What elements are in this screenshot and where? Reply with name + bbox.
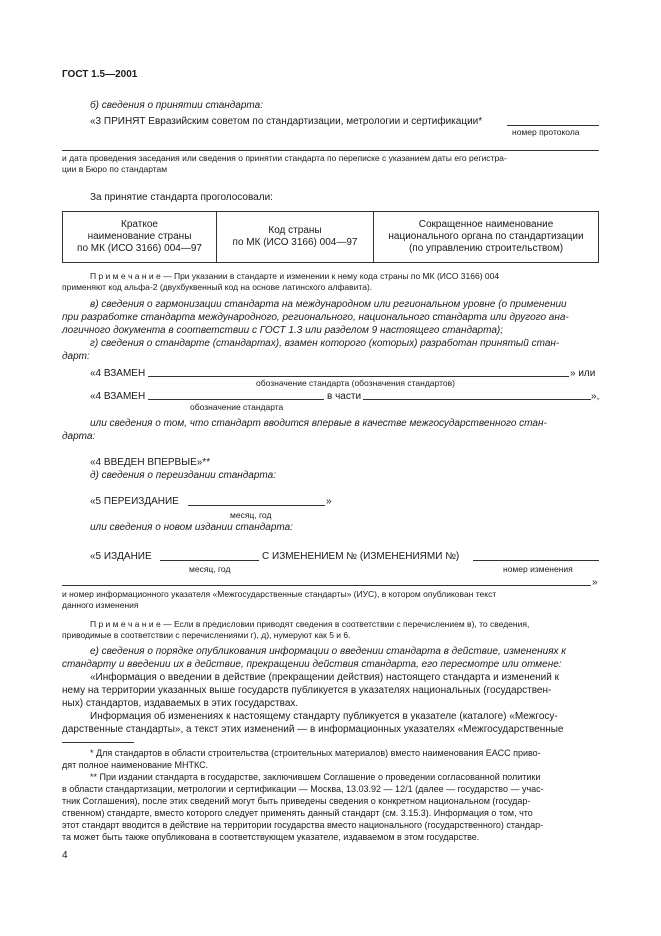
table-cell-national-body <box>374 212 599 263</box>
table-cell-country-code <box>217 212 374 263</box>
ius-line-1: и номер информационного указателя «Межгосударственные стандарты» (ИУС), в котором опубликован текст <box>62 589 497 599</box>
section-e-para-2-line-1: Информация об изменениях к настоящему стандарту публикуется в указателе (каталоге) «Межгосу- <box>90 711 558 722</box>
footnote-separator <box>62 742 134 743</box>
table-cell-line: наименование страны <box>87 231 192 242</box>
edition-month-caption: месяц, год <box>189 564 231 574</box>
edition-change-blank <box>473 560 599 561</box>
section-v-line-3: логичного документа в соответствии с ГОСТ 1.3 или разделом 9 настоящего стандарта); <box>62 325 504 336</box>
note-2-label: П р и м е ч а н и е <box>90 619 161 629</box>
section-e-line-1: е) сведения о порядке опубликования информации о введении стандарта в действие, изменениях к <box>90 646 567 657</box>
table-cell-line: (по управлению строительством) <box>408 243 564 254</box>
replace-1-end: » или <box>570 368 596 379</box>
section-g-line-2: дарт: <box>62 351 90 362</box>
first-time-statement: «4 ВВЕДЕН ВПЕРВЫЕ»** <box>90 457 211 468</box>
edition-date-blank <box>160 560 259 561</box>
section-g-line-1: г) сведения о стандарте (стандартах), взамен которого (которых) разработан принятый стан- <box>90 338 560 349</box>
note-2-text: — Если в предисловии приводят сведения в соответствии с перечислением в), то сведения, <box>160 619 530 629</box>
replace-2-caption: обозначение стандарта <box>190 402 284 412</box>
table-cell-country-name <box>63 212 217 263</box>
section-b-heading: б) сведения о принятии стандарта: <box>90 100 263 111</box>
table-cell-line: по МК (ИСО 3166) 004—97 <box>232 237 358 248</box>
replace-2-part-blank <box>363 399 591 400</box>
reissue-label: «5 ПЕРЕИЗДАНИЕ <box>90 496 179 507</box>
section-e-line-2: стандарту и введении их в действие, прекращении действия стандарта, его пересмотре или отмене: <box>62 659 562 670</box>
section-e-para-1-line-1: «Информация о введении в действие (прекращении действия) настоящего стандарта и изменений к <box>90 672 559 683</box>
registration-text-1: и дата проведения заседания или сведения о принятии стандарта по переписке с указанием даты его регистра- <box>62 153 507 163</box>
reissue-end: » <box>326 496 332 507</box>
section-e-para-1-line-3: ных) стандартов, издаваемых в этих государствах. <box>62 698 299 709</box>
table-cell-line: национального органа по стандартизации <box>388 231 584 242</box>
footnote-2-line-2: в области стандартизации, метрологии и сертификации — Москва, 13.03.92 — 12/1 (далее — государство — учас- <box>62 784 544 794</box>
table-cell-line: по МК (ИСО 3166) 004—97 <box>77 243 202 254</box>
ius-line-2: данного изменения <box>62 600 139 610</box>
first-time-line-1: или сведения о том, что стандарт вводится впервые в качестве межгосударственного стан- <box>90 418 547 429</box>
footnote-2-line-4: ственном) стандарте, вместо которого следует применять данный стандарт (см. 3.15.3). Информация о том, что <box>62 808 533 818</box>
voted-heading: За принятие стандарта проголосовали: <box>90 192 273 203</box>
page-number: 4 <box>62 850 68 861</box>
replace-2-blank <box>148 399 324 400</box>
section-e-para-2-line-2: дарственные стандарты», а текст этих изменений — в информационных указателях «Межгосударственные <box>62 724 564 735</box>
note-1-line-1 <box>90 271 499 282</box>
footnote-1-line-1: * Для стандартов в области строительства (строительных материалов) вместо наименования ЕАСС приво- <box>90 748 541 758</box>
doc-title: ГОСТ 1.5—2001 <box>62 69 138 80</box>
note-2-line-1 <box>90 619 529 630</box>
edition-with-change: С ИЗМЕНЕНИЕМ № (ИЗМЕНЕНИЯМИ №) <box>262 551 460 562</box>
registration-text-2: ции в Бюро по стандартам <box>62 164 168 174</box>
replace-1-caption: обозначение стандарта (обозначения стандартов) <box>256 378 455 388</box>
footnote-2-line-1: ** При издании стандарта в государстве, заключившем Соглашение о проведении согласованной политики <box>90 772 541 782</box>
replace-2-in-part: в части <box>327 391 362 402</box>
section-v-line-1: в) сведения о гармонизации стандарта на международном или региональном уровне (о применении <box>90 299 567 310</box>
edition-change-caption: номер изменения <box>503 564 573 574</box>
note-1-text: — При указании в стандарте и изменении к нему кода страны по МК (ИСО 3166) 004 <box>160 271 500 281</box>
table-cell-line: Краткое <box>121 219 158 230</box>
table-cell-line: Код страны <box>268 225 322 236</box>
reissue-blank <box>188 505 325 506</box>
adopted-line: «3 ПРИНЯТ Евразийским советом по стандартизации, метрологии и сертификации* <box>90 116 483 127</box>
protocol-line <box>62 150 599 151</box>
reissue-caption: месяц, год <box>230 510 272 520</box>
section-v-line-2: при разработке стандарта международного, регионального, национального стандарта или другого ана- <box>62 312 569 323</box>
note-2-line-2: приводимые в соответствии с перечислениями г), д), нумеруют как 5 и 6. <box>62 630 351 640</box>
protocol-number-caption: номер протокола <box>512 127 580 137</box>
first-time-line-2: дарта: <box>62 431 96 442</box>
footnote-2-line-6: та может быть также опубликована в соответствующем указателе, издаваемом в этом государстве. <box>62 832 480 842</box>
new-edition-heading: или сведения о новом издании стандарта: <box>90 522 293 533</box>
ius-close: » <box>592 577 598 588</box>
replace-2-end: », <box>591 391 600 402</box>
table-cell-line: Сокращенное наименование <box>418 219 554 230</box>
edition-label: «5 ИЗДАНИЕ <box>90 551 152 562</box>
voting-table <box>62 211 599 263</box>
note-1-label: П р и м е ч а н и е <box>90 271 161 281</box>
footnote-1-line-2: дят полное наименование МНТКС. <box>62 760 209 770</box>
footnote-2-line-3: тник Соглашения), после этих сведений могут быть приведены сведения о конкретном национальном (государ- <box>62 796 531 806</box>
replace-2-label: «4 ВЗАМЕН <box>90 391 146 402</box>
replace-1-label: «4 ВЗАМЕН <box>90 368 146 379</box>
section-e-para-1-line-2: нему на территории указанных выше государств публикуется в указателях национальных (государствен- <box>62 685 552 696</box>
replace-1-blank <box>148 376 569 377</box>
footnote-2-line-5: этот стандарт вводится в действие на территории государства вместо национального (государственного) стандар- <box>62 820 544 830</box>
ius-blank <box>62 585 591 586</box>
note-1-line-2: применяют код альфа-2 (двухбуквенный код на основе латинского алфавита). <box>62 282 373 292</box>
protocol-number-blank <box>507 125 599 126</box>
table-row <box>63 212 599 263</box>
section-d-heading: д) сведения о переиздании стандарта: <box>90 470 276 481</box>
